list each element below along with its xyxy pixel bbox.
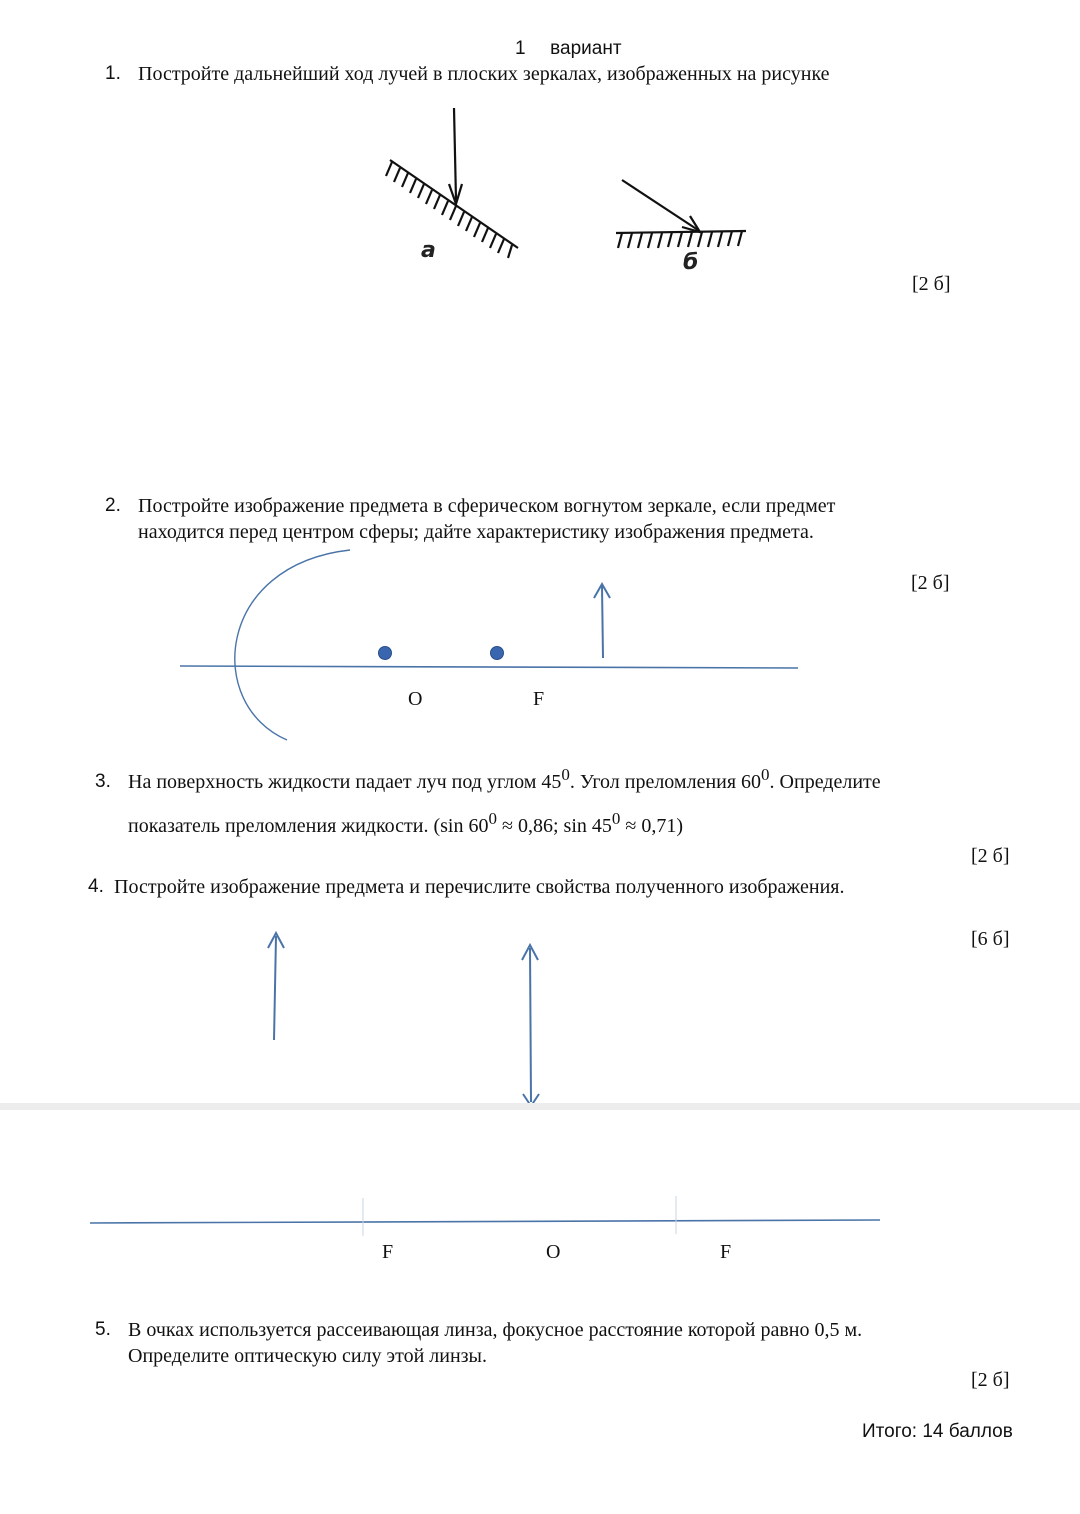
task3-l1-part1: На поверхность жидкости падает луч под углом 45 xyxy=(128,771,562,793)
ray-b-arrow xyxy=(622,180,700,232)
task5-points: [2 б] xyxy=(971,1369,1010,1391)
label-o: O xyxy=(408,688,423,710)
variant-heading xyxy=(515,38,622,60)
task2-number: 2. xyxy=(105,495,121,516)
task3-points: [2 б] xyxy=(971,845,1010,867)
degree-sup: 0 xyxy=(761,765,770,784)
ray-a-arrow xyxy=(449,108,462,204)
task3-l1-part2: . Угол преломления 60 xyxy=(569,771,762,793)
variant-word: вариант xyxy=(550,38,622,59)
task3-number: 3. xyxy=(95,771,111,792)
mirror-b-label: б xyxy=(683,250,699,275)
mirror-a-label: а xyxy=(421,238,436,263)
task2-points: [2 б] xyxy=(911,572,950,594)
task2-spherical-mirror-figure xyxy=(0,540,820,750)
task4-optical-axis xyxy=(0,1190,1080,1240)
concave-mirror-arc xyxy=(235,550,350,740)
variant-number: 1 xyxy=(515,38,526,59)
task3-l1-part3: . Определите xyxy=(769,771,881,793)
task3-l2-part2: ≈ 0,86; sin 45 xyxy=(497,815,612,837)
task5-line2: Определите оптическую силу этой линзы. xyxy=(128,1345,487,1367)
mirror-a xyxy=(386,160,518,258)
page-separator xyxy=(0,1103,1080,1110)
task3-l2-part1: показатель преломления жидкости. (sin 60 xyxy=(128,815,489,837)
task1-number: 1. xyxy=(105,63,121,84)
label-f-left: F xyxy=(382,1241,394,1263)
converging-lens xyxy=(522,945,539,1106)
total-score: Итого: 14 баллов xyxy=(862,1421,1013,1442)
task1-points: [2 б] xyxy=(912,273,951,295)
task3-l2-part3: ≈ 0,71) xyxy=(620,815,684,837)
task5-line1: В очках используется рассеивающая линза, фокусное расстояние которой равно 0,5 м. xyxy=(128,1319,863,1341)
label-f: F xyxy=(533,688,545,710)
mirror-b xyxy=(616,231,746,248)
label-f-right: F xyxy=(720,1241,732,1263)
object-arrow xyxy=(594,584,610,658)
task2-line2: находится перед центром сферы; дайте характеристику изображения предмета. xyxy=(138,521,814,543)
task5-number: 5. xyxy=(95,1319,111,1340)
degree-sup: 0 xyxy=(561,765,570,784)
task1-text: Постройте дальнейший ход лучей в плоских зеркалах, изображенных на рисунке xyxy=(138,63,830,85)
principal-axis xyxy=(180,666,798,668)
task4-number: 4. xyxy=(88,876,104,897)
task4-object-and-lens-top xyxy=(0,920,1080,1110)
task4-points: [6 б] xyxy=(971,928,1010,950)
degree-sup: 0 xyxy=(488,809,497,828)
task3-line1 xyxy=(128,765,881,795)
task2-line1: Постройте изображение предмета в сферическом вогнутом зеркале, если предмет xyxy=(138,495,836,517)
task4-text: Постройте изображение предмета и перечислите свойства полученного изображения. xyxy=(114,876,845,898)
degree-sup: 0 xyxy=(611,809,621,828)
center-point-o xyxy=(379,647,392,660)
optical-axis-line xyxy=(90,1220,880,1223)
label-o-lens: O xyxy=(546,1241,561,1263)
focus-point-f xyxy=(491,647,504,660)
task3-line2 xyxy=(128,809,684,839)
object-arrow xyxy=(268,933,284,1040)
